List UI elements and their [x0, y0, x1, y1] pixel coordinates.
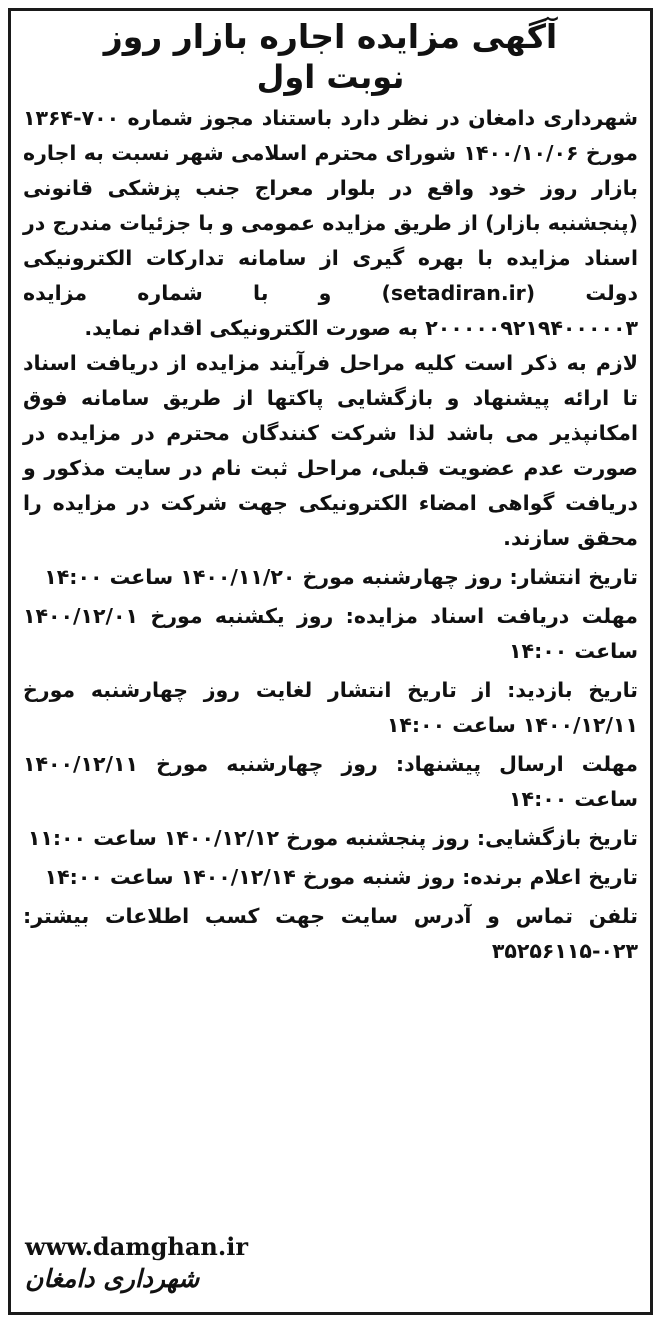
notice-title: آگهی مزایده اجاره بازار روز	[103, 17, 558, 56]
bid-deadline: مهلت ارسال پیشنهاد: روز چهارشنبه مورخ ۱۴۰۰/۱۲/۱۱ ساعت ۱۴:۰۰	[23, 752, 638, 811]
notice-subtitle: نوبت اول	[256, 58, 405, 96]
notice-paragraph-2: لازم به ذکر است کلیه مراحل فرآیند مزایده از دریافت اسناد تا ارائه پیشنهاد و بازگشایی پاکتها از طریق سامانه فوق امکانپذیر می باشد لذا شرکت کنندگان محترم در مزایده در صورت عدم عضویت قبلی، مراحل ثبت نام در سایت مذکور و دریافت گواهی امضاء الکترونیکی جهت شرکت در مزایده را محقق سازند.	[23, 351, 638, 550]
contact-info: تلفن تماس و آدرس سایت جهت کسب اطلاعات بیشتر: ۰۲۳-۳۵۲۵۶۱۱۵	[23, 904, 638, 963]
opening-date: تاریخ بازگشایی: روز پنجشنبه مورخ ۱۴۰۰/۱۲/۱۲ ساعت ۱۱:۰۰	[27, 826, 638, 850]
visit-date: تاریخ بازدید: از تاریخ انتشار لغایت روز چهارشنبه مورخ ۱۴۰۰/۱۲/۱۱ ساعت ۱۴:۰۰	[23, 678, 638, 737]
publish-date: تاریخ انتشار: روز چهارشنبه مورخ ۱۴۰۰/۱۱/۲۰ ساعت ۱۴:۰۰	[44, 565, 638, 589]
winner-announcement-date: تاریخ اعلام برنده: روز شنبه مورخ ۱۴۰۰/۱۲/۱۴ ساعت ۱۴:۰۰	[44, 865, 638, 889]
notice-paragraph-1: شهرداری دامغان در نظر دارد باستناد مجوز شماره ۷۰۰-۱۳۶۴ مورخ ۱۴۰۰/۱۰/۰۶ شورای محترم اسلامی شهر نسبت به اجاره بازار روز خود واقع در بلوار معراج جنب پزشکی قانونی (پنجشنبه بازار) از طریق مزایده عمومی و با جزئیات مندرج در اسناد مزایده با بهره گیری از سامانه تدارکات الکترونیکی دولت (setadiran.ir) و با شماره مزایده ۲۰۰۰۰۰۹۲۱۹۴۰۰۰۰۰۳ به صورت الکترونیکی اقدام نماید.	[23, 106, 638, 340]
organization-name: شهرداری دامغان	[25, 1264, 200, 1293]
website-link[interactable]: www.damghan.ir	[25, 1232, 248, 1261]
notice-content	[11, 11, 650, 969]
notice-frame	[8, 8, 653, 1315]
document-deadline: مهلت دریافت اسناد مزایده: روز یکشنبه مورخ ۱۴۰۰/۱۲/۰۱ ساعت ۱۴:۰۰	[23, 604, 638, 663]
notice-footer	[25, 1232, 248, 1296]
